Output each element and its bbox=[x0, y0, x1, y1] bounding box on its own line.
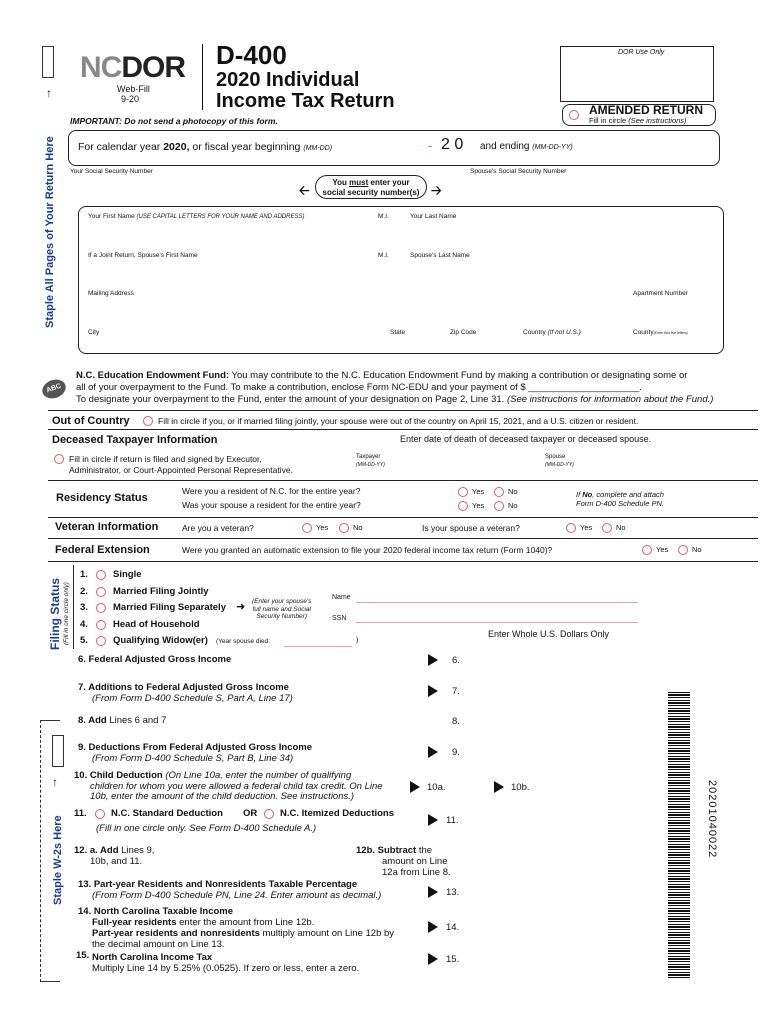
out-country-text: Fill in circle if you, or if married filing jointly, your spouse were out of the country on April 15, 2021, and a U.S. citizen or resident. bbox=[158, 416, 639, 426]
fs-spouse-note: (Enter your spouse's full name and Social Security Number) bbox=[252, 598, 312, 620]
amended-circle[interactable] bbox=[569, 110, 579, 120]
sep-residency bbox=[48, 480, 758, 481]
line14-arrow-icon bbox=[428, 921, 438, 933]
form-number: D-400 bbox=[216, 40, 287, 70]
deceased-label: Deceased Taxpayer Information bbox=[52, 434, 218, 446]
veteran-q2-yes[interactable] bbox=[566, 523, 576, 533]
residency-q2-no-label: No bbox=[508, 501, 518, 510]
line8-label: 8. Add Lines 6 and 7 bbox=[78, 715, 167, 726]
line15-label: North Carolina Income Tax bbox=[92, 952, 213, 963]
out-country-circle[interactable] bbox=[143, 416, 153, 426]
extension-q: Were you granted an automatic extension to file your 2020 federal income tax return (Form 1040)? bbox=[182, 545, 553, 555]
your-ssn-label: Your Social Security Number bbox=[70, 168, 153, 175]
edu-line1: N.C. Education Endowment Fund: You may contribute to the N.C. Education Endowment Fund by making a contribution or designating some or bbox=[76, 370, 688, 381]
line7-sub: (From Form D-400 Schedule S, Part A, Line 17) bbox=[92, 693, 293, 704]
barcode bbox=[668, 692, 690, 980]
deceased-enter: Enter date of death of deceased taxpayer or deceased spouse. bbox=[400, 434, 652, 444]
line11-sub: (Fill in one circle only. See Form D-400 Schedule A.) bbox=[96, 823, 317, 834]
residency-q1-no[interactable] bbox=[494, 487, 504, 497]
line9-num: 9. bbox=[452, 747, 460, 758]
line15-arrow-icon bbox=[428, 953, 438, 965]
deceased-circle[interactable] bbox=[54, 454, 64, 464]
line15-sub: Multiply Line 14 by 5.25% (0.0525). If zero or less, enter a zero. bbox=[92, 963, 360, 974]
ncdor-logo: NCDOR bbox=[80, 51, 186, 84]
mailing-label: Mailing Address bbox=[88, 290, 134, 297]
veteran-q2-no[interactable] bbox=[602, 523, 612, 533]
veteran-q1-yes-label: Yes bbox=[316, 523, 329, 532]
residency-q1-no-label: No bbox=[508, 487, 518, 496]
sep-deceased bbox=[48, 429, 758, 430]
fs-4-label: Head of Household bbox=[113, 619, 200, 630]
ssn-must-pill: You must enter your social security number(s) bbox=[315, 175, 427, 199]
line13-label: 13. Part-year Residents and Nonresidents Taxable Percentage bbox=[78, 879, 358, 890]
sep-out-country bbox=[48, 410, 758, 411]
period-year-prefix: 2 0 bbox=[441, 136, 464, 153]
deceased-spouse-fmt: (MM-DD-YY) bbox=[545, 462, 574, 468]
fs-ssn-line[interactable] bbox=[356, 622, 638, 623]
form-title-line2: Income Tax Return bbox=[216, 90, 395, 112]
fs-2-num: 2. bbox=[80, 586, 88, 597]
period-text: For calendar year 2020, or fiscal year beginning (MM-DD) bbox=[78, 141, 333, 153]
staple-box bbox=[42, 46, 54, 78]
fs-3-arrow-icon: ➜ bbox=[236, 601, 246, 613]
line8-num: 8. bbox=[452, 716, 460, 727]
right-arrow-icon: 🡢 bbox=[431, 183, 442, 198]
line13-sub: (From Form D-400 Schedule PN, Line 24. Enter amount as decimal.) bbox=[92, 890, 382, 901]
line9-label: 9. Deductions From Federal Adjusted Gross Income bbox=[78, 742, 313, 753]
whole-dollars-label: Enter Whole U.S. Dollars Only bbox=[488, 629, 610, 639]
mi-label: M.I. bbox=[378, 213, 389, 220]
extension-yes[interactable] bbox=[642, 545, 652, 555]
veteran-q1-yes[interactable] bbox=[302, 523, 312, 533]
residency-q2-yes-label: Yes bbox=[472, 501, 485, 510]
web-fill-date: 9-20 bbox=[121, 94, 140, 104]
veteran-q2-no-label: No bbox=[616, 523, 626, 532]
line10a-num: 10a. bbox=[427, 782, 446, 793]
dor-use-only-label: DOR Use Only bbox=[618, 49, 665, 56]
deceased-fill2: Administrator, or Court-Appointed Personal Representative. bbox=[69, 465, 293, 475]
deceased-spouse: Spouse bbox=[545, 454, 566, 460]
line15-num-label: 15. bbox=[76, 950, 90, 961]
country-label: Country (If not U.S.) bbox=[523, 329, 581, 336]
city-label: City bbox=[88, 329, 100, 336]
residency-q2-no[interactable] bbox=[494, 501, 504, 511]
fs-name-line[interactable] bbox=[356, 602, 638, 603]
line10-label: 10. Child Deduction (On Line 10a, enter the number of qualifying children for whom you were allowed a federal child tax credit. On Line 10b, enter the amount of the child deduction. See instructions.) bbox=[74, 770, 383, 802]
county-label: County(Enter first five letters) bbox=[633, 329, 688, 336]
line11-std-circle[interactable] bbox=[95, 809, 105, 819]
veteran-label: Veteran Information bbox=[55, 521, 159, 533]
fs-2-circle[interactable] bbox=[96, 587, 106, 597]
fs-1-label: Single bbox=[113, 569, 142, 580]
fs-5-num: 5. bbox=[80, 635, 88, 646]
fs-ssn-label: SSN bbox=[332, 615, 347, 622]
residency-q2-yes[interactable] bbox=[458, 501, 468, 511]
line7-label: 7. Additions to Federal Adjusted Gross Income bbox=[78, 682, 289, 693]
fs-5-label: Qualifying Widow(er) bbox=[113, 635, 208, 646]
spouse-ssn-label: Spouse's Social Security Number bbox=[470, 168, 567, 175]
amended-sub: Fill in circle (See instructions) bbox=[589, 116, 687, 125]
form-title-line1: 2020 Individual bbox=[216, 69, 360, 91]
abc-logo: ABC bbox=[40, 376, 69, 401]
fs-3-num: 3. bbox=[80, 602, 88, 613]
barcode-number: 20201040022 bbox=[706, 780, 718, 859]
web-fill-label: Web-Fill bbox=[117, 84, 150, 94]
staple-return-label: Staple All Pages of Your Return Here bbox=[44, 136, 56, 328]
residency-q1: Were you a resident of N.C. for the entire year? bbox=[182, 486, 361, 496]
edu-line2: all of your overpayment to the Fund. To make a contribution, enclose Form NC-EDU and your payment of $ _____________________. bbox=[76, 382, 642, 393]
sep-veteran bbox=[48, 517, 758, 518]
apt-label: Apartment Number bbox=[633, 290, 688, 297]
w2-up-arrow-icon: ↑ bbox=[52, 775, 58, 789]
fs-5-circle[interactable] bbox=[96, 636, 106, 646]
line7-num: 7. bbox=[452, 686, 460, 697]
fs-4-circle[interactable] bbox=[96, 620, 106, 630]
extension-no[interactable] bbox=[678, 545, 688, 555]
veteran-q1-no-label: No bbox=[353, 523, 363, 532]
last-name-label: Your Last Name bbox=[410, 213, 457, 220]
line6-num: 6. bbox=[452, 655, 460, 666]
state-label: State bbox=[390, 329, 406, 336]
fs-3-circle[interactable] bbox=[96, 603, 106, 613]
filing-status-side: Filing Status bbox=[48, 578, 62, 650]
line10b-arrow-icon bbox=[494, 781, 504, 793]
line15-num: 15. bbox=[446, 954, 460, 965]
line11-or: OR bbox=[243, 808, 258, 819]
line14-sub: Full-year residents enter the amount from Line 12b. Part-year residents and nonresidents multiply amount on Line 12b by the decimal amount on Line 13. bbox=[92, 917, 395, 950]
line11-std-label: N.C. Standard Deduction bbox=[111, 808, 223, 819]
veteran-q2: Is your spouse a veteran? bbox=[422, 523, 520, 533]
fs-name-label: Name bbox=[332, 594, 351, 601]
residency-q1-yes[interactable] bbox=[458, 487, 468, 497]
deceased-taxpayer-fmt: (MM-DD-YY) bbox=[356, 462, 385, 468]
staple-arrow-icon: ↑ bbox=[46, 86, 52, 100]
edu-line3: To designate your overpayment to the Fund, enter the amount of your designation on Page 2, Line 31. (See instructions for information about the Fund.) bbox=[76, 394, 714, 405]
line10a-arrow-icon bbox=[410, 781, 420, 793]
veteran-q1-no[interactable] bbox=[339, 523, 349, 533]
fs-2-label: Married Filing Jointly bbox=[113, 586, 209, 597]
fs-1-num: 1. bbox=[80, 569, 88, 580]
line11-num: 11. bbox=[446, 815, 459, 826]
w2-staple-label: Staple W-2s Here bbox=[52, 815, 64, 905]
line14-num: 14. bbox=[446, 922, 460, 933]
extension-label: Federal Extension bbox=[55, 544, 150, 556]
out-country-label: Out of Country bbox=[52, 415, 130, 427]
zip-label: Zip Code bbox=[450, 329, 477, 336]
spouse-first-label: If a Joint Return, Spouse's First Name bbox=[88, 252, 198, 259]
line7-arrow-icon bbox=[428, 685, 438, 697]
line11-arrow-icon bbox=[428, 814, 438, 826]
line11-item-circle[interactable] bbox=[264, 809, 274, 819]
fs-3-label: Married Filing Separately bbox=[113, 602, 226, 613]
w2-staple-box bbox=[52, 735, 64, 767]
important-note: IMPORTANT: Do not send a photocopy of this form. bbox=[70, 116, 278, 126]
line10b-num: 10b. bbox=[511, 782, 530, 793]
line11-item-label: N.C. Itemized Deductions bbox=[280, 808, 395, 819]
extension-no-label: No bbox=[692, 545, 702, 554]
residency-note: If No, complete and attach Form D-400 Schedule PN. bbox=[576, 490, 664, 508]
deceased-fill1: Fill in circle if return is filed and signed by Executor, bbox=[69, 454, 262, 464]
line13-num: 13. bbox=[446, 887, 460, 898]
sep-extension bbox=[48, 538, 758, 539]
fs-5-year-line[interactable] bbox=[284, 646, 352, 647]
line12a-label: 12. a. Add Lines 9, 10b, and 11. bbox=[74, 845, 155, 867]
deceased-taxpayer: Taxpayer bbox=[356, 454, 381, 460]
fs-5-close: ) bbox=[356, 637, 359, 644]
period-dash: - bbox=[428, 138, 433, 153]
veteran-q2-yes-label: Yes bbox=[580, 523, 593, 532]
line11-num-label: 11. bbox=[74, 808, 87, 819]
fs-1-circle[interactable] bbox=[96, 570, 106, 580]
spouse-last-label: Spouse's Last Name bbox=[410, 252, 470, 259]
veteran-q1: Are you a veteran? bbox=[182, 523, 254, 533]
line6-label: 6. Federal Adjusted Gross Income bbox=[78, 654, 232, 665]
residency-label: Residency Status bbox=[56, 492, 148, 504]
line9-sub: (From Form D-400 Schedule S, Part B, Line 34) bbox=[92, 753, 294, 764]
residency-q1-yes-label: Yes bbox=[472, 487, 485, 496]
fs-4-num: 4. bbox=[80, 619, 88, 630]
first-name-label: Your First Name (USE CAPITAL LETTERS FOR YOUR NAME AND ADDRESS) bbox=[88, 213, 305, 220]
extension-yes-label: Yes bbox=[656, 545, 669, 554]
left-arrow-icon: 🡠 bbox=[299, 183, 310, 198]
period-ending: and ending (MM-DD-YY) bbox=[480, 141, 573, 152]
line6-arrow-icon bbox=[428, 654, 438, 666]
filing-status-side-sub: (Fill in one circle only) bbox=[63, 582, 70, 645]
filing-status-bracket bbox=[73, 565, 74, 649]
line14-label: 14. North Carolina Taxable Income bbox=[78, 906, 234, 917]
amended-label: AMENDED RETURN bbox=[589, 103, 703, 117]
line12b-label: 12b. Subtract the amount on Line 12a from Line 8. bbox=[356, 845, 451, 878]
mi2-label: M.I. bbox=[378, 252, 389, 259]
residency-q2: Was your spouse a resident for the entire year? bbox=[182, 500, 361, 510]
header-divider bbox=[202, 44, 203, 110]
sep-filing bbox=[48, 561, 758, 562]
fs-5-note: (Year spouse died: bbox=[216, 638, 270, 645]
line9-arrow-icon bbox=[428, 746, 438, 758]
line13-arrow-icon bbox=[428, 886, 438, 898]
